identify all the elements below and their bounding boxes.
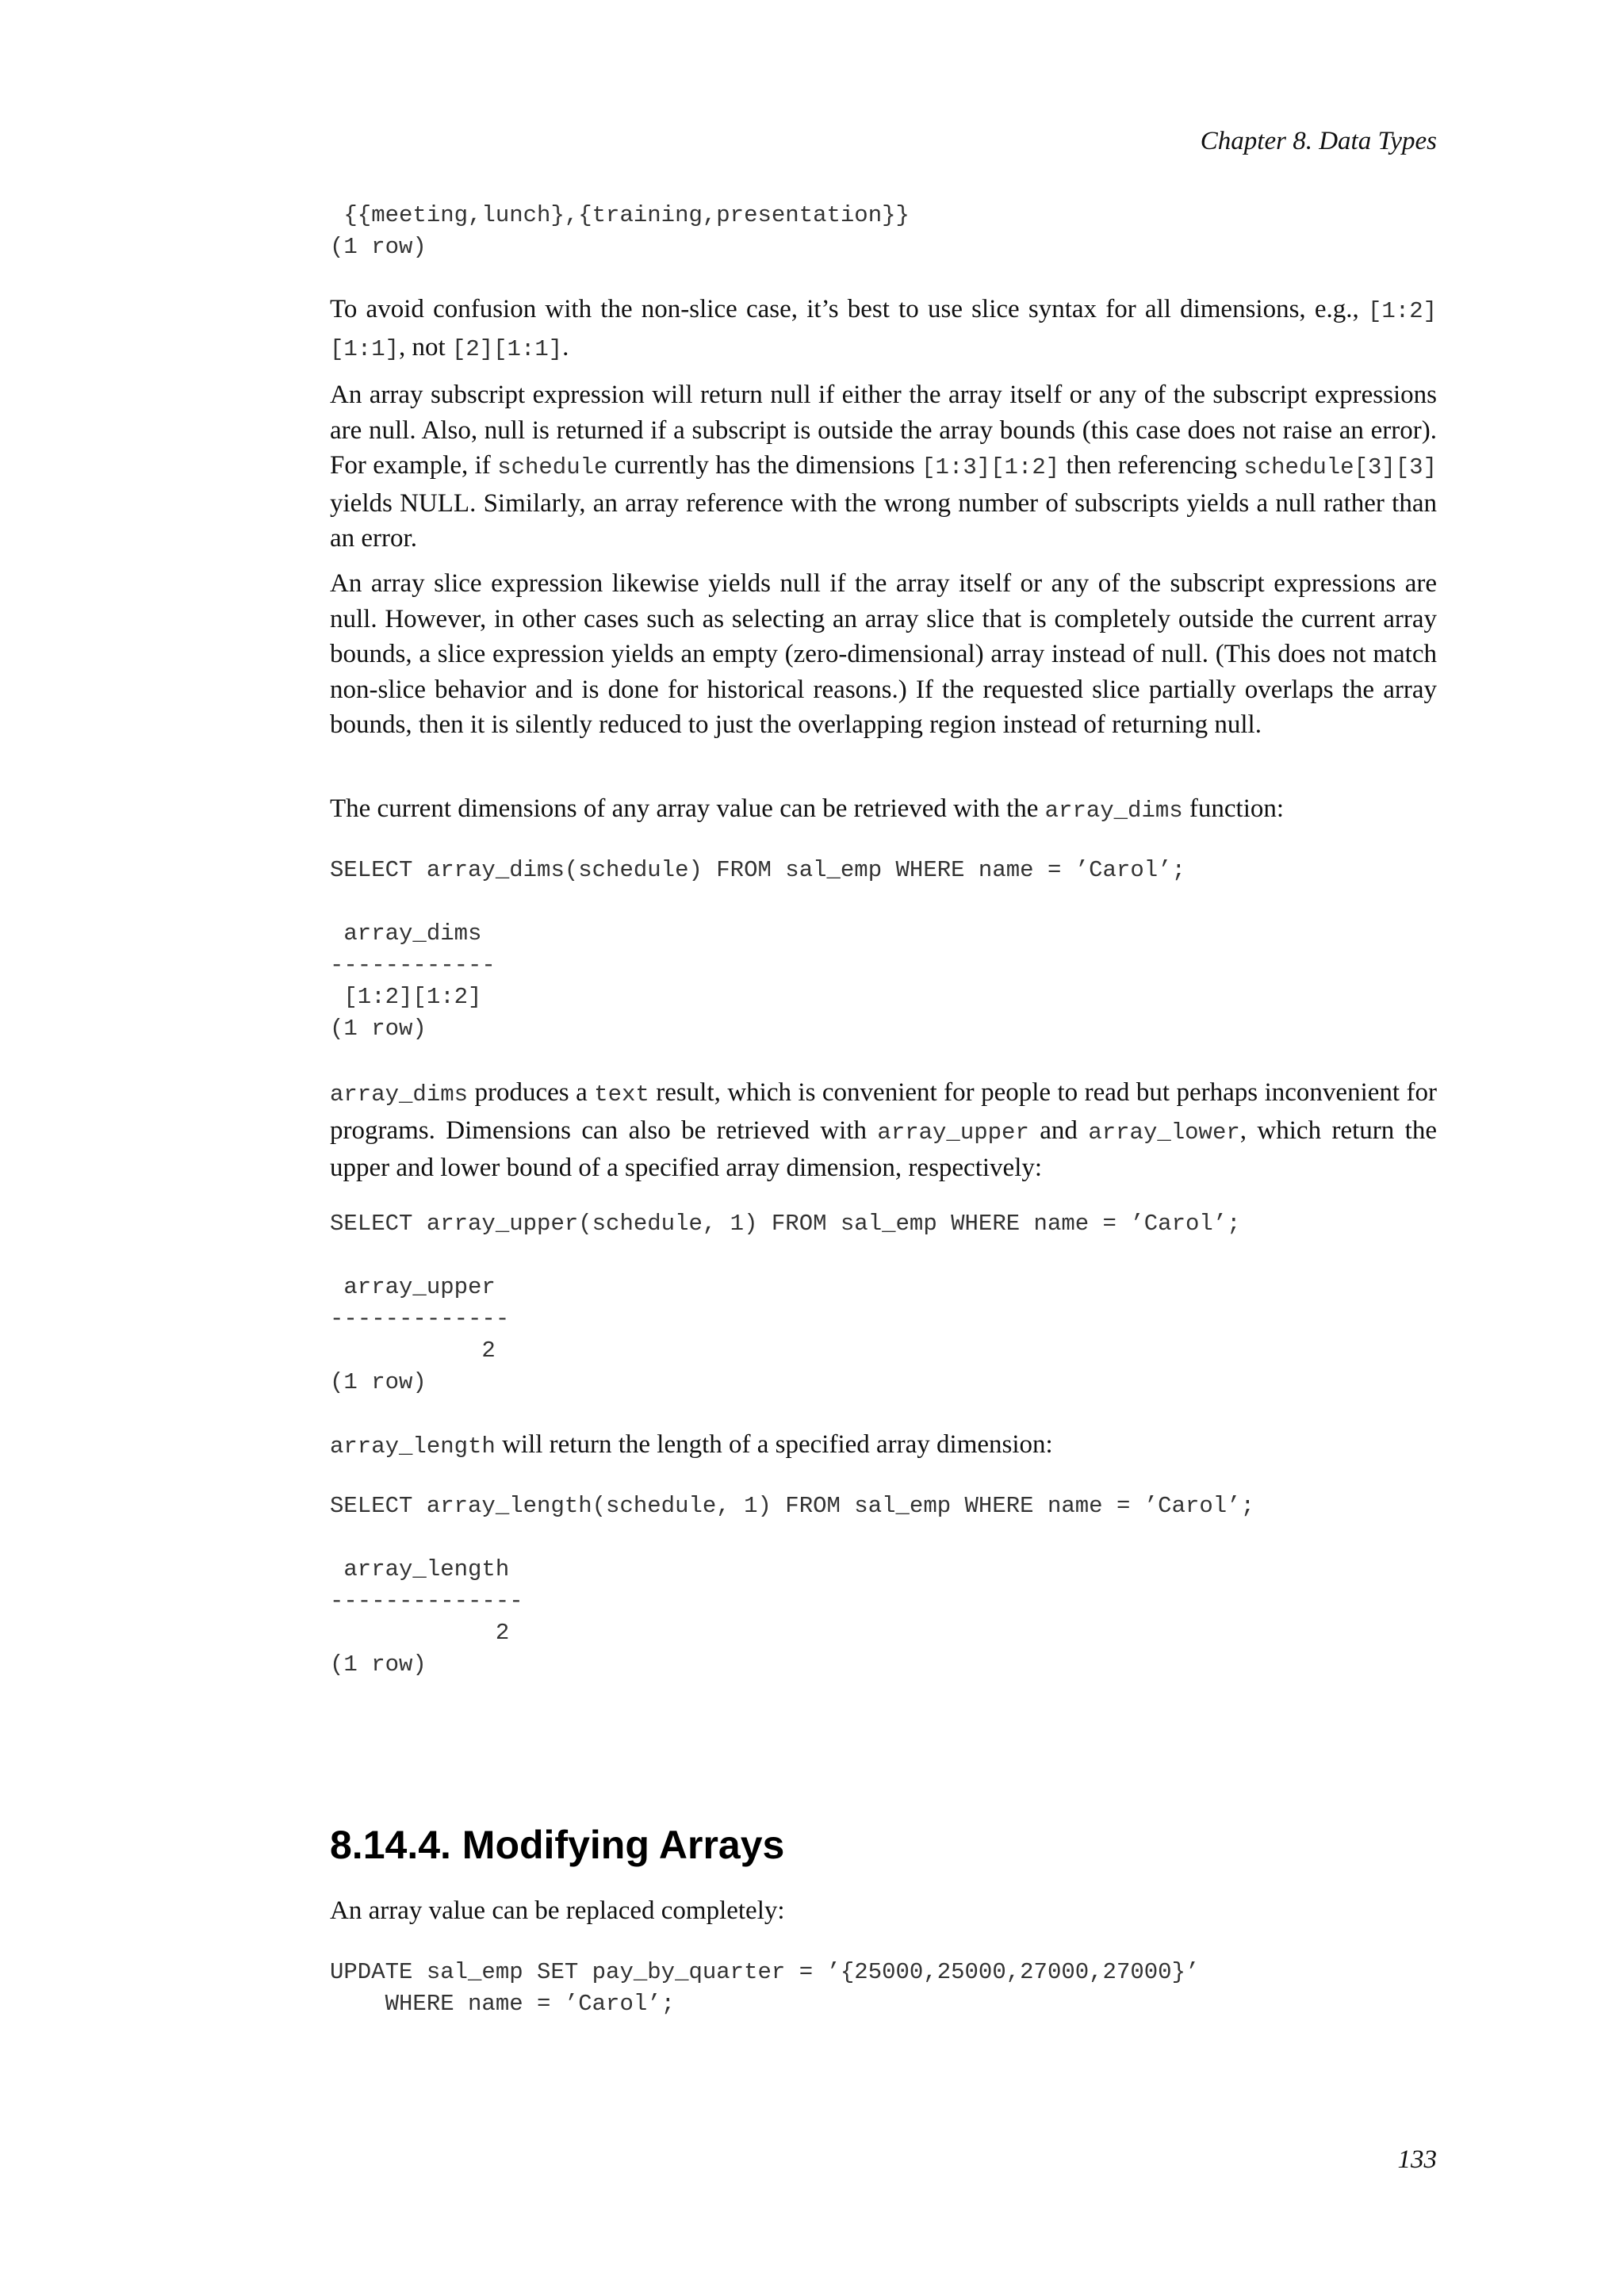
paragraph-array-upper-lower: array_dims produces a text result, which is convenient for people to read but perhaps inconvenient for programs. Dimensions can also be retrieved with array_upper and array_lower, which return the upper and lower bound of a specified array dimension, respectively: <box>330 1078 1437 1183</box>
code-array-upper: SELECT array_upper(schedule, 1) FROM sal_emp WHERE name = ’Carol’; array_upper ------------- 2 (1 row) <box>330 1211 1241 1395</box>
code-array-length: SELECT array_length(schedule, 1) FROM sal_emp WHERE name = ’Carol’; array_length -------------- 2 (1 row) <box>330 1493 1254 1678</box>
paragraph-array-length: array_length will return the length of a specified array dimension: <box>330 1430 1053 1460</box>
paragraph-replace-array: An array value can be replaced completely: <box>330 1896 785 1925</box>
code-array-dims: SELECT array_dims(schedule) FROM sal_emp WHERE name = ’Carol’; array_dims ------------ [1:2][1:2] (1 row) <box>330 857 1185 1042</box>
page-number: 133 <box>1397 2145 1437 2174</box>
paragraph-subscript-null: An array subscript expression will return null if either the array itself or any of the subscript expressions are null. Also, null is returned if a subscript is outside the array bounds (this case does not raise an error). For example, if schedule currently has the dimensions [1:3][1:2] then referencing schedule[3][3] yields NULL. Similarly, an array reference with the wrong number of subscripts yields a null rather than an error. <box>330 381 1437 553</box>
paragraph-array-dims-intro: The current dimensions of any array value can be retrieved with the array_dims function: <box>330 794 1285 824</box>
paragraph-slice-syntax: To avoid confusion with the non-slice case, it’s best to use slice syntax for all dimensions, e.g., [1:2][1:1], not [2][1:1]. <box>330 295 1437 362</box>
section-title: 8.14.4. Modifying Arrays <box>330 1823 785 1867</box>
code-update: UPDATE sal_emp SET pay_by_quarter = ’{25000,25000,27000,27000}’ WHERE name = ’Carol’; <box>330 1959 1200 2017</box>
running-header: Chapter 8. Data Types <box>1200 127 1437 155</box>
paragraph-slice-null: An array slice expression likewise yields null if the array itself or any of the subscript expressions are null. However, in other cases such as selecting an array slice that is completely outside the current array bounds, a slice expression yields an empty (zero-dimensional) array instead of null. (This does not match non-slice behavior and is done for historical reasons.) If the requested slice partially overlaps the array bounds, then it is silently reduced to just the overlapping region instead of returning null. <box>330 569 1437 740</box>
code-output-slice: {{meeting,lunch},{training,presentation}} (1 row) <box>330 202 910 260</box>
